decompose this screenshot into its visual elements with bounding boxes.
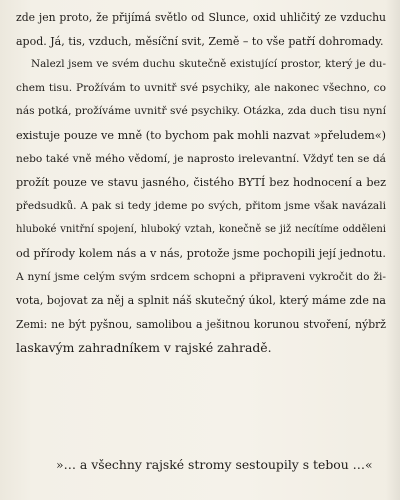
text-line: vota, bojovat za něj a splnit náš skutečný úkol, který máme zde na (16, 294, 386, 308)
text-line: nás potká, prožíváme uvnitř své psychiky. Otázka, zda duch tisu nyní (16, 105, 386, 118)
text-line: Nalezl jsem ve svém duchu skutečně existující prostor, který je du- (31, 58, 386, 71)
paragraph-2 (16, 53, 386, 360)
text-line: prožít pouze ve stavu jasného, čistého BYTÍ bez hodnocení a bez (16, 176, 386, 190)
text-line: zde jen proto, že přijímá světlo od Slunce, oxid uhličitý ze vzduchu (16, 11, 386, 24)
text-line: A nyní jsme celým svým srdcem schopni a připraveni vykročit do ži- (16, 270, 386, 283)
closing-quote: »… a všechny rajské stromy sestoupily s tebou …« (56, 457, 373, 472)
text-line: existuje pouze ve mně (to bychom pak mohli nazvat »přeludem«) (16, 128, 386, 142)
text-line: od přírody kolem nás a v nás, protože jsme pochopili její jednotu. (16, 246, 386, 260)
body-text (16, 6, 386, 360)
text-line: chem tisu. Prožívám to uvnitř své psychiky, ale nakonec všechno, co (16, 81, 386, 94)
text-line: laskavým zahradníkem v rajské zahradě. (16, 340, 272, 356)
paragraph-1 (16, 6, 386, 53)
text-line: Zemi: ne být pyšnou, samolibou a ješitnou korunou stvoření, nýbrž (16, 317, 386, 331)
text-line: hluboké vnitřní spojení, hluboký vztah, konečně se již necítíme odděleni (16, 224, 386, 236)
text-line: apod. Já, tis, vzduch, měsíční svit, Země – to vše patří dohromady. (16, 34, 384, 48)
text-line: předsudků. A pak si tedy jdeme po svých, přitom jsme však navázali (16, 199, 386, 212)
text-line: nebo také vně mého vědomí, je naprosto irelevantní. Vždyť ten se dá (16, 152, 386, 165)
page-shadow (386, 0, 400, 500)
